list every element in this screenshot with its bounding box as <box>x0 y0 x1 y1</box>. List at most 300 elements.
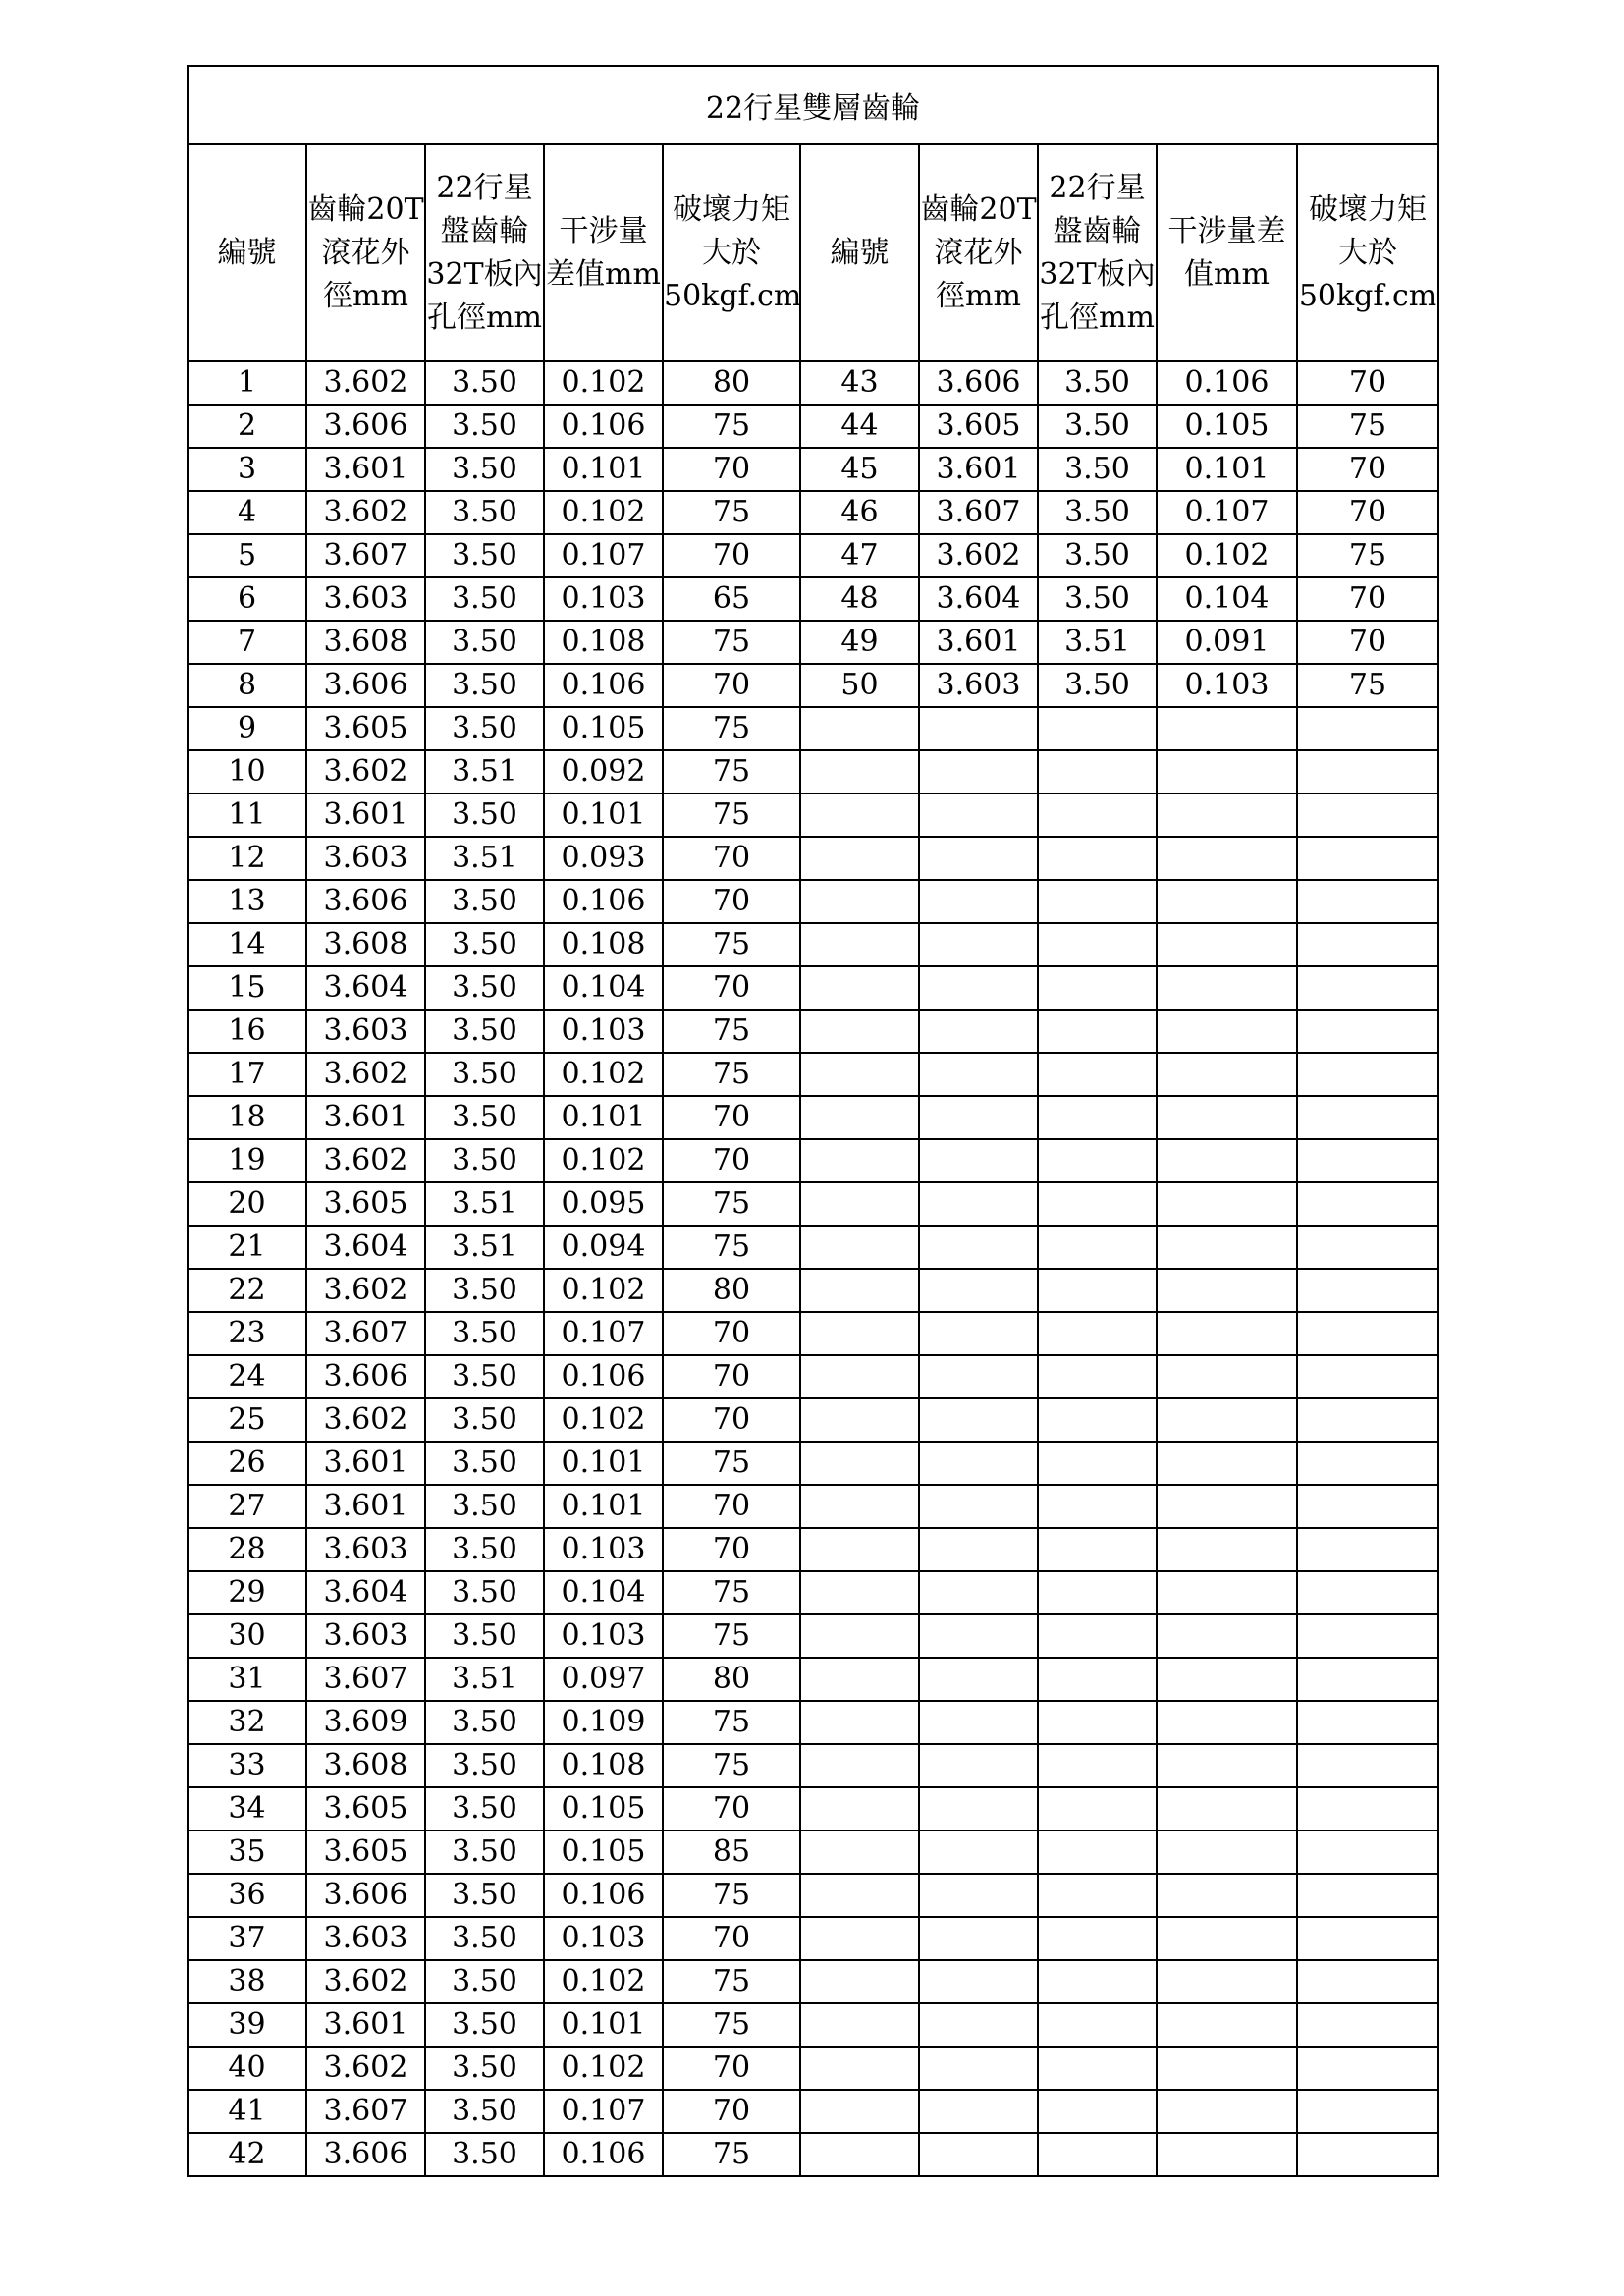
table-cell <box>1297 966 1438 1010</box>
table-cell: 0.101 <box>1157 448 1297 491</box>
header-id-right: 編號 <box>800 144 919 361</box>
table-cell <box>800 880 919 923</box>
table-cell <box>919 880 1038 923</box>
table-row <box>188 1658 1438 1701</box>
table-cell <box>800 837 919 880</box>
table-cell: 0.105 <box>544 1787 663 1831</box>
table-cell: 70 <box>663 837 800 880</box>
table-cell: 3.50 <box>425 621 544 664</box>
table-cell: 3.50 <box>425 534 544 577</box>
table-cell: 3.50 <box>425 707 544 750</box>
table-cell <box>1038 1787 1157 1831</box>
table-cell: 70 <box>663 880 800 923</box>
table-cell: 3.50 <box>425 2090 544 2133</box>
table-cell <box>1157 1010 1297 1053</box>
table-cell <box>919 1010 1038 1053</box>
table-row <box>188 1960 1438 2003</box>
table-cell: 35 <box>188 1831 306 1874</box>
table-cell <box>1157 837 1297 880</box>
table-cell <box>1038 1398 1157 1442</box>
table-cell: 0.105 <box>544 707 663 750</box>
table-cell <box>1038 1355 1157 1398</box>
table-cell: 42 <box>188 2133 306 2176</box>
table-cell: 0.107 <box>544 2090 663 2133</box>
table-cell: 10 <box>188 750 306 793</box>
table-cell: 3.50 <box>425 361 544 405</box>
table-cell <box>1038 1744 1157 1787</box>
table-row <box>188 491 1438 534</box>
table-cell <box>1038 1312 1157 1355</box>
table-body <box>188 361 1438 2176</box>
table-row <box>188 621 1438 664</box>
table-cell <box>919 1096 1038 1139</box>
table-cell: 3.602 <box>306 1960 425 2003</box>
table-cell: 26 <box>188 1442 306 1485</box>
table-row <box>188 1010 1438 1053</box>
table-cell <box>1038 966 1157 1010</box>
table-cell: 11 <box>188 793 306 837</box>
table-cell: 16 <box>188 1010 306 1053</box>
table-cell: 3.601 <box>306 448 425 491</box>
table-cell: 80 <box>663 361 800 405</box>
table-cell: 0.092 <box>544 750 663 793</box>
table-cell: 0.103 <box>544 1010 663 1053</box>
table-cell: 3.50 <box>425 923 544 966</box>
table-cell: 3.50 <box>425 1787 544 1831</box>
table-cell <box>1297 750 1438 793</box>
table-cell: 3.602 <box>306 2047 425 2090</box>
table-cell: 3.50 <box>425 1917 544 1960</box>
table-cell <box>800 1787 919 1831</box>
table-cell <box>1297 1139 1438 1182</box>
table-cell: 3.602 <box>306 1139 425 1182</box>
table-cell: 70 <box>663 1787 800 1831</box>
table-cell: 3.602 <box>306 1269 425 1312</box>
table-cell: 34 <box>188 1787 306 1831</box>
table-cell: 3.606 <box>306 664 425 707</box>
table-cell: 0.106 <box>544 2133 663 2176</box>
table-cell: 75 <box>663 1053 800 1096</box>
table-row <box>188 923 1438 966</box>
table-cell: 0.102 <box>544 491 663 534</box>
table-cell <box>1157 1053 1297 1096</box>
table-cell <box>800 1269 919 1312</box>
table-cell: 75 <box>663 1701 800 1744</box>
table-cell: 3.603 <box>919 664 1038 707</box>
table-row <box>188 1485 1438 1528</box>
table-cell <box>800 1744 919 1787</box>
table-cell: 3.51 <box>1038 621 1157 664</box>
table-cell <box>1157 2003 1297 2047</box>
table-cell: 0.103 <box>544 577 663 621</box>
table-cell: 3.50 <box>425 793 544 837</box>
table-cell <box>1038 750 1157 793</box>
table-cell: 0.101 <box>544 793 663 837</box>
table-cell <box>1038 1528 1157 1571</box>
header-gear-outer-diameter-right: 齒輪20T滾花外徑mm <box>919 144 1038 361</box>
table-cell <box>1297 2003 1438 2047</box>
table-cell: 22 <box>188 1269 306 1312</box>
table-cell: 0.105 <box>544 1831 663 1874</box>
table-cell <box>919 1787 1038 1831</box>
table-cell <box>1157 2090 1297 2133</box>
table-cell: 20 <box>188 1182 306 1226</box>
table-cell: 3.50 <box>425 1398 544 1442</box>
table-cell: 3.606 <box>306 1874 425 1917</box>
table-cell: 40 <box>188 2047 306 2090</box>
table-cell: 0.103 <box>1157 664 1297 707</box>
table-cell <box>1157 707 1297 750</box>
table-cell: 3.50 <box>425 1831 544 1874</box>
table-row <box>188 1269 1438 1312</box>
table-cell: 2 <box>188 405 306 448</box>
table-cell: 75 <box>663 405 800 448</box>
table-cell: 0.109 <box>544 1701 663 1744</box>
table-cell <box>800 1485 919 1528</box>
table-cell <box>800 1226 919 1269</box>
table-cell: 3.602 <box>306 1053 425 1096</box>
table-cell: 70 <box>1297 491 1438 534</box>
table-cell: 3.604 <box>306 1226 425 1269</box>
table-cell: 3.601 <box>306 793 425 837</box>
table-cell <box>800 1874 919 1917</box>
table-cell: 85 <box>663 1831 800 1874</box>
table-cell: 3.607 <box>919 491 1038 534</box>
table-cell: 70 <box>1297 577 1438 621</box>
table-cell: 80 <box>663 1269 800 1312</box>
table-cell <box>1038 1053 1157 1096</box>
table-cell: 75 <box>663 1960 800 2003</box>
table-cell: 33 <box>188 1744 306 1787</box>
table-cell: 21 <box>188 1226 306 1269</box>
table-cell: 0.102 <box>544 1139 663 1182</box>
table-cell: 47 <box>800 534 919 577</box>
table-cell <box>1038 837 1157 880</box>
table-cell: 70 <box>663 1355 800 1398</box>
table-cell <box>1297 1658 1438 1701</box>
table-cell <box>1297 1787 1438 1831</box>
table-cell <box>1038 1139 1157 1182</box>
table-cell: 3.603 <box>306 1010 425 1053</box>
table-cell: 0.102 <box>544 1398 663 1442</box>
table-cell: 3.605 <box>306 707 425 750</box>
table-cell: 37 <box>188 1917 306 1960</box>
table-cell <box>1297 880 1438 923</box>
table-cell: 3.50 <box>425 966 544 1010</box>
table-cell: 75 <box>663 1226 800 1269</box>
table-title: 22行星雙層齒輪 <box>188 66 1438 144</box>
table-cell: 3 <box>188 448 306 491</box>
table-cell: 0.106 <box>544 880 663 923</box>
table-cell: 70 <box>1297 448 1438 491</box>
table-cell <box>1038 2047 1157 2090</box>
table-cell <box>1038 1010 1157 1053</box>
table-cell <box>800 1960 919 2003</box>
table-cell <box>919 2047 1038 2090</box>
table-cell <box>800 2003 919 2047</box>
table-cell: 70 <box>663 1485 800 1528</box>
table-cell: 45 <box>800 448 919 491</box>
table-cell <box>1157 750 1297 793</box>
table-cell <box>1157 1442 1297 1485</box>
table-cell: 3.602 <box>919 534 1038 577</box>
table-cell: 3.603 <box>306 837 425 880</box>
table-cell: 19 <box>188 1139 306 1182</box>
table-cell: 3.605 <box>306 1831 425 1874</box>
table-cell <box>1038 1485 1157 1528</box>
table-cell: 23 <box>188 1312 306 1355</box>
table-cell <box>1038 1226 1157 1269</box>
table-cell: 0.101 <box>544 2003 663 2047</box>
table-cell: 0.102 <box>544 1053 663 1096</box>
header-plate-inner-diameter: 22行星盤齒輪32T板內孔徑mm <box>425 144 544 361</box>
table-cell: 3.606 <box>919 361 1038 405</box>
table-cell: 18 <box>188 1096 306 1139</box>
table-row <box>188 1053 1438 1096</box>
table-cell <box>1297 1960 1438 2003</box>
table-cell: 3.50 <box>1038 577 1157 621</box>
table-cell: 0.107 <box>544 534 663 577</box>
table-cell <box>1157 1226 1297 1269</box>
table-row <box>188 534 1438 577</box>
table-row <box>188 577 1438 621</box>
table-cell: 70 <box>663 1096 800 1139</box>
table-row <box>188 1139 1438 1182</box>
table-cell: 49 <box>800 621 919 664</box>
table-row <box>188 1226 1438 1269</box>
table-cell <box>1038 1096 1157 1139</box>
table-cell: 3.50 <box>425 405 544 448</box>
table-cell <box>1297 1831 1438 1874</box>
table-cell: 0.101 <box>544 1096 663 1139</box>
table-cell: 70 <box>663 1398 800 1442</box>
table-cell <box>1297 1442 1438 1485</box>
table-cell: 70 <box>663 448 800 491</box>
table-cell: 75 <box>663 1010 800 1053</box>
table-cell <box>919 1614 1038 1658</box>
table-cell <box>1157 1269 1297 1312</box>
table-cell: 3.606 <box>306 1355 425 1398</box>
table-cell <box>800 1182 919 1226</box>
table-cell: 36 <box>188 1874 306 1917</box>
table-cell: 0.102 <box>544 1269 663 1312</box>
table-row <box>188 664 1438 707</box>
table-cell: 0.107 <box>1157 491 1297 534</box>
table-cell: 3.50 <box>425 1053 544 1096</box>
table-cell: 46 <box>800 491 919 534</box>
table-cell: 3.603 <box>306 1528 425 1571</box>
table-cell: 0.108 <box>544 1744 663 1787</box>
table-cell: 3.601 <box>919 448 1038 491</box>
table-cell <box>919 1226 1038 1269</box>
table-cell <box>1157 1571 1297 1614</box>
table-cell: 3.601 <box>306 1096 425 1139</box>
table-cell: 44 <box>800 405 919 448</box>
table-cell: 48 <box>800 577 919 621</box>
table-cell: 3.50 <box>1038 405 1157 448</box>
table-cell <box>800 750 919 793</box>
table-row <box>188 1701 1438 1744</box>
table-cell <box>919 1571 1038 1614</box>
table-row <box>188 837 1438 880</box>
table-cell: 5 <box>188 534 306 577</box>
table-cell: 3.50 <box>425 1485 544 1528</box>
header-interference: 干涉量差值mm <box>544 144 663 361</box>
table-row <box>188 361 1438 405</box>
table-cell <box>919 1312 1038 1355</box>
table-cell <box>1157 1312 1297 1355</box>
table-cell: 3.51 <box>425 750 544 793</box>
table-cell <box>1038 1874 1157 1917</box>
table-cell: 3.601 <box>306 1442 425 1485</box>
table-cell: 3.604 <box>306 966 425 1010</box>
table-cell <box>1297 2090 1438 2133</box>
table-cell: 75 <box>663 491 800 534</box>
table-cell <box>919 2003 1038 2047</box>
table-cell: 31 <box>188 1658 306 1701</box>
table-cell <box>919 1917 1038 1960</box>
table-cell: 13 <box>188 880 306 923</box>
table-cell <box>1157 1139 1297 1182</box>
table-cell <box>1297 1269 1438 1312</box>
table-cell: 70 <box>663 2090 800 2133</box>
table-cell: 3.608 <box>306 1744 425 1787</box>
table-cell <box>1157 1658 1297 1701</box>
table-cell <box>800 1312 919 1355</box>
table-cell: 70 <box>663 1312 800 1355</box>
table-row <box>188 880 1438 923</box>
table-cell <box>1157 1831 1297 1874</box>
table-cell: 0.091 <box>1157 621 1297 664</box>
table-cell: 3.603 <box>306 1917 425 1960</box>
table-cell <box>919 1744 1038 1787</box>
table-cell <box>800 1053 919 1096</box>
table-cell: 75 <box>663 621 800 664</box>
table-cell <box>800 1139 919 1182</box>
table-cell <box>800 793 919 837</box>
table-cell <box>919 1658 1038 1701</box>
table-cell <box>1038 1960 1157 2003</box>
table-cell: 3.50 <box>425 2133 544 2176</box>
table-cell: 30 <box>188 1614 306 1658</box>
table-cell: 3.50 <box>425 1355 544 1398</box>
table-cell <box>800 966 919 1010</box>
table-cell <box>800 1831 919 1874</box>
table-cell: 0.093 <box>544 837 663 880</box>
table-cell: 0.102 <box>544 1960 663 2003</box>
table-cell <box>1038 1701 1157 1744</box>
table-cell <box>1297 2133 1438 2176</box>
table-cell <box>919 837 1038 880</box>
table-cell <box>919 1139 1038 1182</box>
table-cell: 75 <box>1297 664 1438 707</box>
table-cell <box>1297 1528 1438 1571</box>
table-cell <box>1297 1355 1438 1398</box>
table-cell: 3.51 <box>425 1226 544 1269</box>
table-row <box>188 750 1438 793</box>
table-cell: 0.104 <box>544 1571 663 1614</box>
table-cell: 9 <box>188 707 306 750</box>
table-cell <box>1038 2133 1157 2176</box>
header-plate-inner-diameter-right: 22行星盤齒輪32T板內孔徑mm <box>1038 144 1157 361</box>
table-cell: 3.50 <box>1038 361 1157 405</box>
table-row <box>188 1528 1438 1571</box>
table-cell <box>919 1442 1038 1485</box>
table-cell <box>1157 1917 1297 1960</box>
table-cell: 3.605 <box>919 405 1038 448</box>
table-cell <box>1038 793 1157 837</box>
table-row <box>188 2047 1438 2090</box>
table-cell: 6 <box>188 577 306 621</box>
table-cell <box>1297 1917 1438 1960</box>
table-cell <box>1297 1485 1438 1528</box>
table-row <box>188 1442 1438 1485</box>
table-cell <box>800 2047 919 2090</box>
table-cell: 70 <box>663 966 800 1010</box>
table-cell <box>1157 966 1297 1010</box>
table-cell: 3.601 <box>306 2003 425 2047</box>
table-cell <box>1297 837 1438 880</box>
table-cell <box>919 1182 1038 1226</box>
table-cell <box>919 1355 1038 1398</box>
table-cell: 24 <box>188 1355 306 1398</box>
table-cell <box>919 1485 1038 1528</box>
table-row <box>188 1787 1438 1831</box>
table-cell: 70 <box>663 1139 800 1182</box>
table-cell: 70 <box>663 2047 800 2090</box>
table-cell: 3.50 <box>425 1701 544 1744</box>
table-cell <box>1038 1917 1157 1960</box>
table-cell <box>919 1960 1038 2003</box>
table-cell <box>800 2090 919 2133</box>
table-cell <box>800 1917 919 1960</box>
table-cell: 25 <box>188 1398 306 1442</box>
table-cell: 0.105 <box>1157 405 1297 448</box>
table-cell: 3.50 <box>425 1269 544 1312</box>
table-cell: 3.604 <box>306 1571 425 1614</box>
table-cell <box>919 966 1038 1010</box>
table-cell: 0.107 <box>544 1312 663 1355</box>
header-gear-outer-diameter: 齒輪20T滾花外徑mm <box>306 144 425 361</box>
table-cell <box>1297 2047 1438 2090</box>
table-cell <box>1157 1485 1297 1528</box>
table-cell: 3.50 <box>425 1960 544 2003</box>
table-row <box>188 1096 1438 1139</box>
table-cell: 3.50 <box>425 1442 544 1485</box>
table-cell: 0.094 <box>544 1226 663 1269</box>
table-cell: 3.51 <box>425 1182 544 1226</box>
table-row <box>188 2090 1438 2133</box>
table-cell: 3.601 <box>306 1485 425 1528</box>
table-row <box>188 793 1438 837</box>
table-cell: 0.106 <box>544 1874 663 1917</box>
table-cell: 50 <box>800 664 919 707</box>
table-cell <box>1297 1614 1438 1658</box>
table-cell: 3.50 <box>425 1744 544 1787</box>
table-cell <box>1157 1960 1297 2003</box>
table-cell: 3.50 <box>425 491 544 534</box>
table-cell <box>1157 1874 1297 1917</box>
table-cell <box>800 1528 919 1571</box>
table-cell: 3.603 <box>306 1614 425 1658</box>
header-id: 編號 <box>188 144 306 361</box>
table-cell <box>919 923 1038 966</box>
table-row <box>188 1917 1438 1960</box>
table-cell: 3.50 <box>425 1010 544 1053</box>
table-cell: 3.50 <box>425 1139 544 1182</box>
table-cell: 0.102 <box>544 361 663 405</box>
table-cell <box>919 1831 1038 1874</box>
